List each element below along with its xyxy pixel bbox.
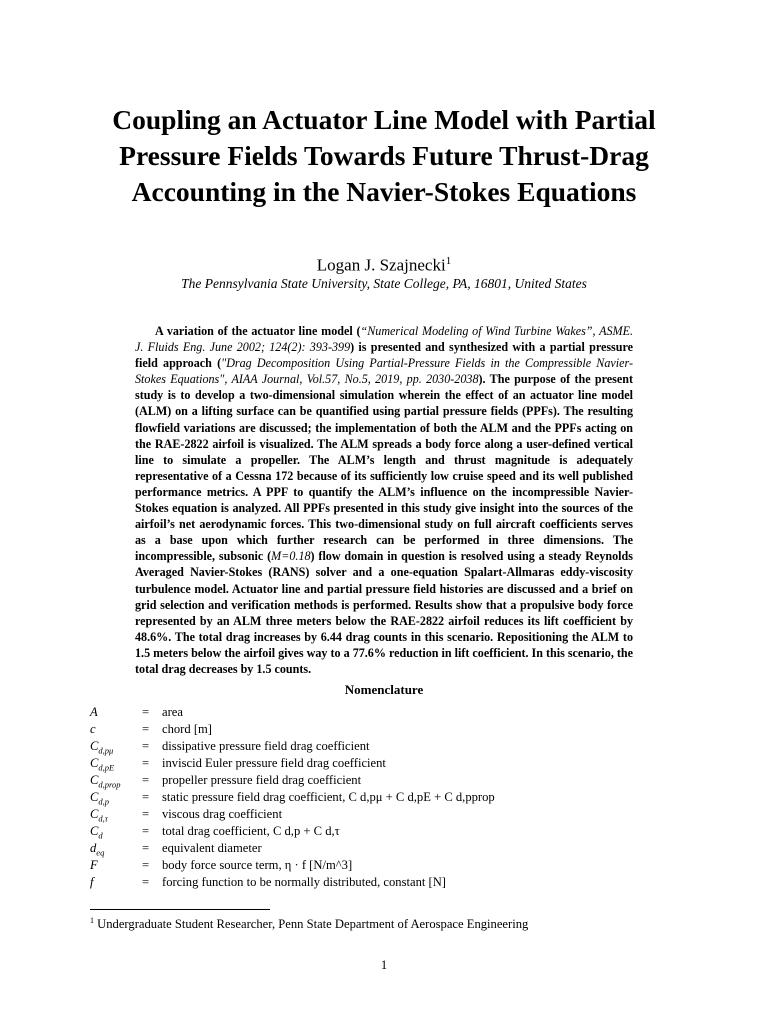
symbol-base: f	[90, 875, 94, 889]
nomenclature-symbol	[90, 755, 142, 772]
nomenclature-row	[90, 789, 690, 806]
symbol-subscript: d	[98, 830, 103, 841]
symbol-base: A	[90, 705, 98, 719]
abstract-segment: ) is presented and synthesized with a partial pressure field approach (	[135, 340, 633, 371]
symbol-subscript: d,p	[98, 796, 110, 807]
author-name: Logan J. Szajnecki	[316, 255, 446, 275]
footnote-rule	[90, 909, 270, 910]
nomenclature-equals: =	[142, 841, 150, 855]
nomenclature-definition: inviscid Euler pressure field drag coefficient	[162, 756, 386, 770]
nomenclature-symbol	[90, 857, 142, 874]
nomenclature-row	[90, 823, 690, 840]
nomenclature-row	[90, 840, 690, 857]
nomenclature-definition: dissipative pressure field drag coefficient	[162, 739, 370, 753]
abstract	[135, 323, 633, 677]
abstract-segment: ). The purpose of the present study is to develop a two-dimensional simulation wherein the effect of an actuator line model (ALM) on a lifting surface can be quantified using partial pressure fields (PPFs). The resulting flowfield variations are discussed; the implementation of both the ALM and the PPFs acting on the RAE-2822 airfoil is visualized. The ALM spreads a body force along a user-defined vertical line to simulate a propeller. The ALM’s length and thrust magnitude is adequately representative of a Cessna 172 because of its sufficiently low cruise speed and its well published performance metrics. A PPF to quantify the ALM’s influence on the incompressible Navier-Stokes equation is analyzed. All PPFs presented in this study give insight into the sources of the airfoil’s net aerodynamic forces. This two-dimensional study on full aircraft coefficients serves as a base upon which further research can be performed in three dimensions. The incompressible, subsonic (	[135, 372, 633, 564]
symbol-base: C	[90, 756, 99, 770]
nomenclature-equals: =	[142, 705, 150, 719]
author-affiliation: The Pennsylvania State University, State College, PA, 16801, United States	[181, 276, 587, 291]
paper-title: Coupling an Actuator Line Model with Partial Pressure Fields Towards Future Thrust-Drag Accounting in the Navier-Stokes Equations	[112, 104, 656, 207]
nomenclature-row	[90, 704, 690, 721]
nomenclature-symbol	[90, 721, 142, 738]
nomenclature-symbol	[90, 704, 142, 721]
nomenclature-symbol	[90, 789, 142, 806]
symbol-subscript: d,pμ	[98, 745, 114, 756]
footnote-mark: 1	[90, 916, 94, 925]
nomenclature-row	[90, 772, 690, 789]
nomenclature-equals: =	[142, 722, 150, 736]
nomenclature-heading: Nomenclature	[344, 682, 424, 697]
nomenclature-equals: =	[142, 807, 150, 821]
symbol-base: c	[90, 722, 96, 736]
abstract-segment: “Numerical Modeling of Wind Turbine Wakes”, ASME. J. Fluids Eng. June 2002; 124(2): 393-399	[135, 324, 633, 355]
nomenclature-equals: =	[142, 875, 150, 889]
nomenclature-equals: =	[142, 790, 150, 804]
nomenclature-row	[90, 857, 690, 874]
nomenclature-list	[90, 704, 690, 891]
nomenclature-symbol	[90, 738, 142, 755]
symbol-base: C	[90, 807, 99, 821]
symbol-base: C	[90, 824, 99, 838]
nomenclature-definition: viscous drag coefficient	[162, 807, 283, 821]
abstract-segment: ) flow domain in question is resolved using a steady Reynolds Averaged Navier-Stokes (RANS) solver and a one-equation Spalart-Allmaras eddy-viscosity turbulence model. Actuator line and partial pressure field histories are discussed and a brief on grid selection and verification methods is performed. Results show that a propulsive body force represented by an ALM three meters below the RAE-2822 airfoil reduces its lift coefficient by 48.6%. The total drag increases by 6.44 drag counts in this scenario. Repositioning the ALM to 1.5 meters below the airfoil gives way to a 77.6% reduction in lift coefficient. In this scenario, the total drag decreases by 1.5 counts.	[135, 549, 633, 676]
nomenclature-row	[90, 806, 690, 823]
footnote	[90, 916, 528, 932]
nomenclature-symbol	[90, 874, 142, 891]
nomenclature-symbol	[90, 823, 142, 840]
nomenclature-row	[90, 874, 690, 891]
nomenclature-equals: =	[142, 739, 150, 753]
nomenclature-row	[90, 721, 690, 738]
nomenclature-equals: =	[142, 773, 150, 787]
nomenclature-symbol	[90, 840, 142, 857]
symbol-base: F⃗	[90, 858, 108, 872]
author-footnote-mark: 1	[445, 255, 452, 267]
symbol-subscript: d,pE	[98, 762, 115, 773]
symbol-subscript: eq	[96, 847, 105, 858]
footnote-text: Undergraduate Student Researcher, Penn State Department of Aerospace Engineering	[97, 917, 529, 932]
nomenclature-definition: area	[162, 705, 183, 719]
nomenclature-row	[90, 738, 690, 755]
nomenclature-definition: chord [m]	[162, 722, 213, 736]
nomenclature-equals: =	[142, 858, 150, 872]
symbol-base: C	[90, 790, 99, 804]
abstract-segment: "Drag Decomposition Using Partial-Pressure Fields in the Compressible Navier-Stokes Equations", AIAA Journal, Vol.57, No.5, 2019, pp. 2030-2038	[135, 356, 633, 387]
nomenclature-definition: propeller pressure field drag coefficient	[162, 773, 362, 787]
symbol-subscript: d,τ	[98, 813, 108, 824]
symbol-subscript: d,prop	[98, 779, 121, 790]
symbol-base: d	[90, 841, 97, 855]
author-line	[0, 251, 768, 276]
symbol-base: C	[90, 739, 99, 753]
nomenclature-symbol	[90, 806, 142, 823]
nomenclature-symbol	[90, 772, 142, 789]
nomenclature-definition: forcing function to be normally distributed, constant [N]	[162, 875, 446, 889]
page-number: 1	[380, 958, 388, 972]
abstract-segment: M=0.18	[271, 549, 311, 564]
symbol-base: C	[90, 773, 99, 787]
nomenclature-definition: equivalent diameter	[162, 841, 262, 855]
nomenclature-definition: static pressure field drag coefficient, C d,pμ + C d,pE + C d,pprop	[162, 790, 495, 804]
nomenclature-equals: =	[142, 756, 150, 770]
nomenclature-equals: =	[142, 824, 150, 838]
nomenclature-row	[90, 755, 690, 772]
abstract-segment: A variation of the actuator line model (	[155, 324, 361, 338]
nomenclature-definition: total drag coefficient, C d,p + C d,τ	[162, 824, 340, 838]
nomenclature-definition: body force source term, η · f [N/m^3]	[162, 858, 353, 872]
